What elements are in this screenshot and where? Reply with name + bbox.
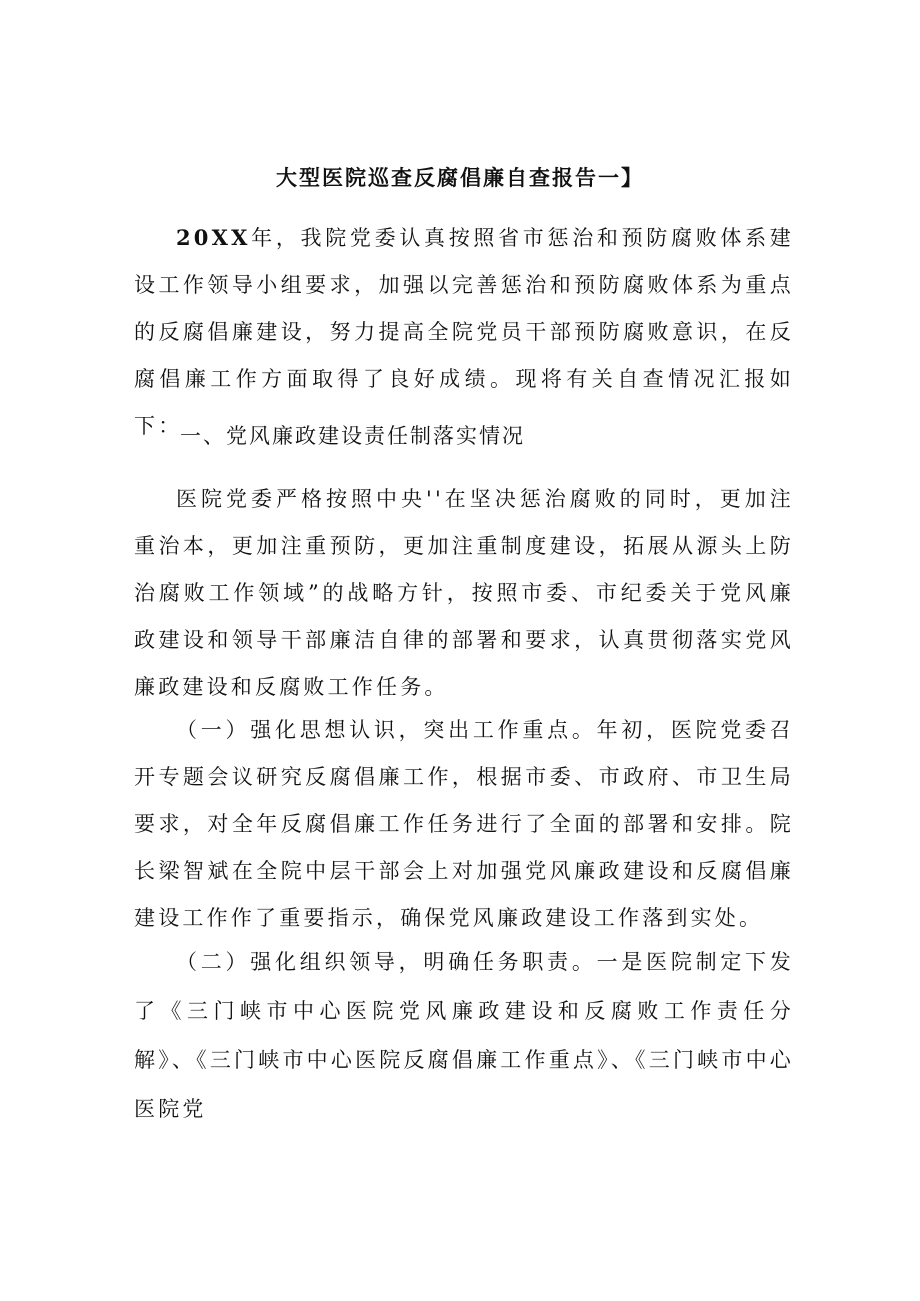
document-title: 大型医院巡查反腐倡廉自查报告一】 xyxy=(276,165,644,190)
section-heading-1: 一、党风廉政建设责任制落实情况 xyxy=(180,424,525,448)
intro-paragraph xyxy=(134,214,794,450)
subsection-1-paragraph: （一）强化思想认识，突出工作重点。年初，医院党委召开专题会议研究反腐倡廉工作，根据市委、市政府、市卫生局要求，对全年反腐倡廉工作任务进行了全面的部署和安排。院长梁智斌在全院中层干部会上对加强党风廉政建设和反腐倡廉建设工作作了重要指示，确保党风廉政建设工作落到实处。 xyxy=(134,718,794,930)
intro-paragraph-text: 年，我院党委认真按照省市惩治和预防腐败体系建设工作领导小组要求，加强以完善惩治和预防腐败体系为重点的反腐倡廉建设，努力提高全院党员干部预防腐败意识，在反腐倡廉工作方面取得了良好成绩。现将有关自查情况汇报如下： xyxy=(134,226,794,438)
year-label: 20XX xyxy=(176,225,251,250)
subsection-2-paragraph: （二）强化组织领导，明确任务职责。一是医院制定下发了《三门峡市中心医院党风廉政建设和反腐败工作责任分解》、《三门峡市中心医院反腐倡廉工作重点》、《三门峡市中心医院党 xyxy=(134,950,794,1121)
section1-paragraph-1: 医院党委严格按照中央''在坚决惩治腐败的同时，更加注重治本，更加注重预防，更加注重制度建设，拓展从源头上防治腐败工作领域”的战略方针，按照市委、市纪委关于党风廉政建设和领导干部廉洁自律的部署和要求，认真贯彻落实党风廉政建设和反腐败工作任务。 xyxy=(134,487,794,699)
